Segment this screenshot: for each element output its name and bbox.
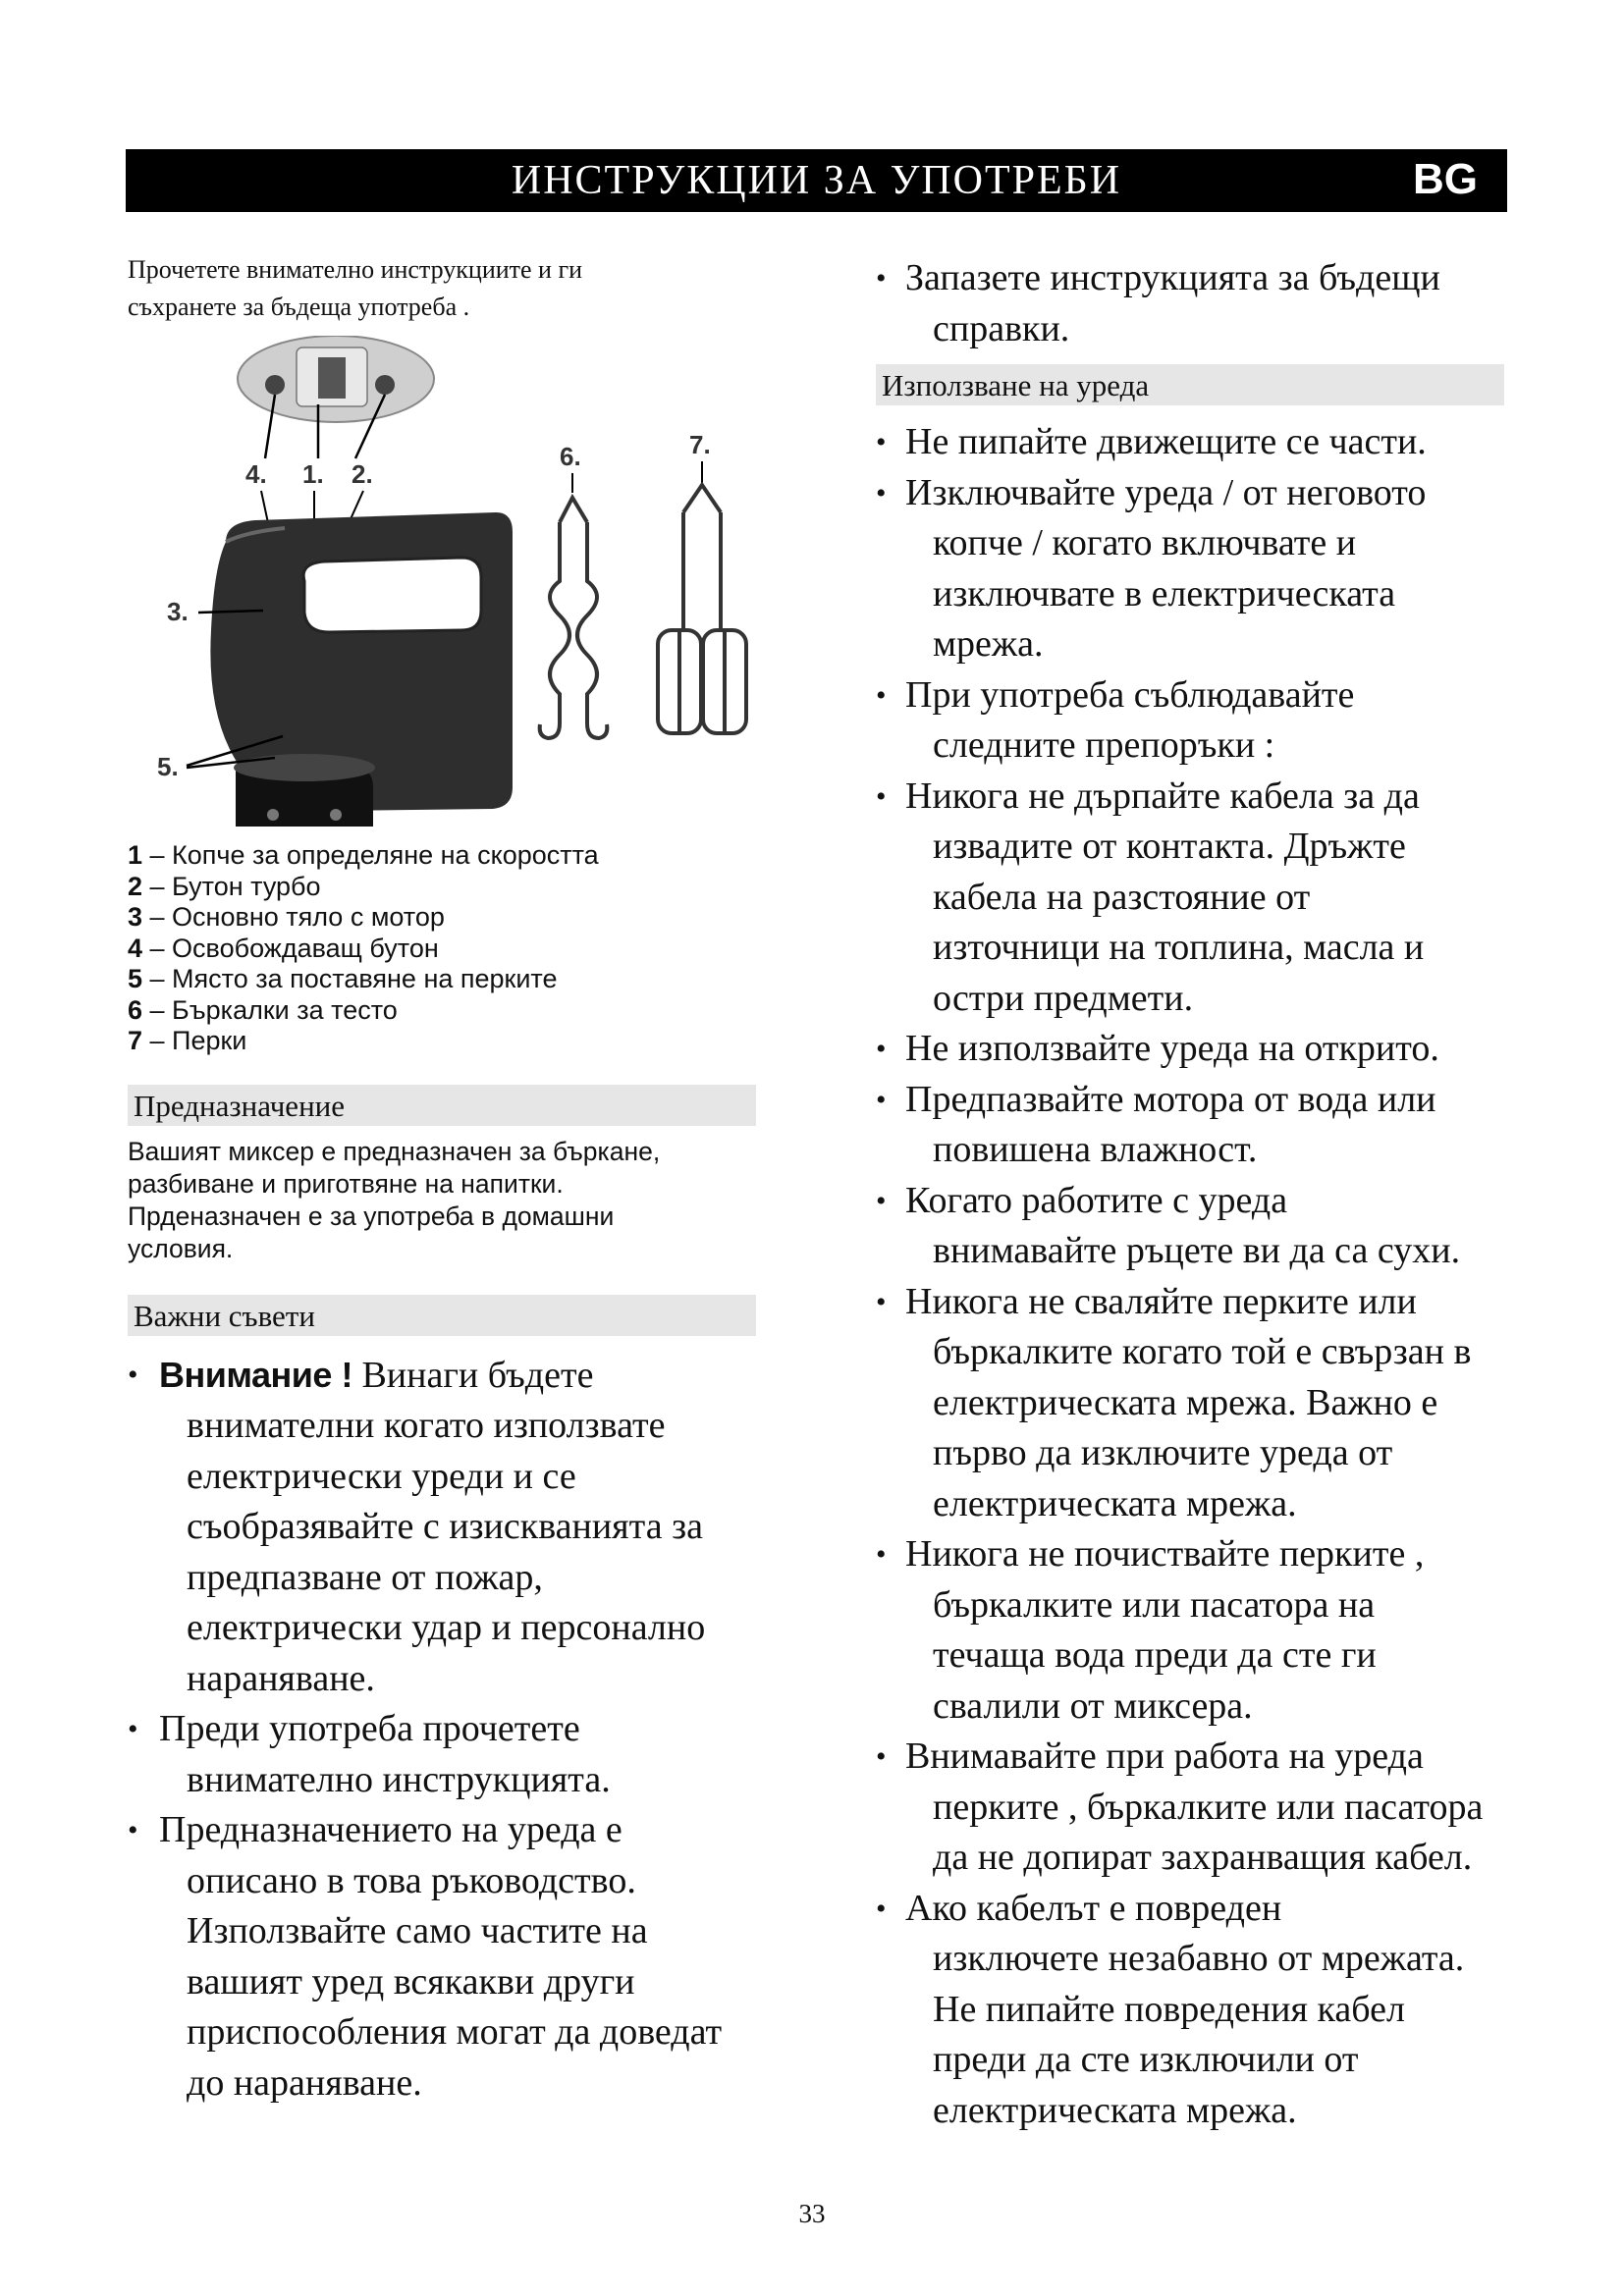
part-item [128,964,766,995]
tip-line: Винаги бъдете [352,1354,594,1396]
usage-line: Не пипайте повредения кабел [933,1988,1405,2030]
mixer-handle [303,558,481,632]
bullet: • [876,779,887,813]
usage-line: Никога не сваляйте перките или [905,1280,1417,1322]
usage-line: преди да сте изключили от [933,2039,1359,2080]
part-number: 7 [128,1026,143,1055]
list-item [876,417,1602,468]
tip-line: Предназначението на уреда е [159,1809,623,1850]
dough-hooks [540,498,608,738]
list-item [128,1704,766,1805]
tip-line: приспособления могат да доведат [187,2011,723,2053]
bullet: • [876,1538,887,1571]
usage-line: бъркалките или пасатора на [933,1583,1376,1626]
tip-line: електрически удар и персонално [187,1607,706,1648]
list-item [876,253,1602,354]
parts-list [128,840,766,1057]
tip-line: до нараняване. [187,2061,422,2104]
intro-text [128,251,766,326]
part-item [128,934,766,965]
bullet: • [876,426,887,458]
part-number: 1 [128,840,143,870]
bullet: • [128,1358,138,1391]
purpose-line: разбиване и приготвяне на напитки. [128,1168,564,1199]
page-title: ИНСТРУКЦИИ ЗА УПОТРЕБИ [511,158,1122,203]
usage-line: повишена влажност. [933,1129,1258,1170]
bullet: • [128,1814,138,1846]
header-bar [126,149,1507,212]
part-label: – Перки [142,1026,247,1055]
list-item [128,1350,766,1705]
list-item [876,670,1602,772]
part-item [128,872,766,903]
purpose-line: Прденазначен е за употреба в домашни [128,1201,615,1231]
list-item [128,1805,766,2109]
language-code: BG [1413,155,1478,203]
bullet: • [876,1740,887,1773]
part-number: 2 [128,871,143,901]
usage-line: мрежа. [933,623,1044,665]
usage-heading: Използване на уреда [876,364,1504,405]
tip-line: вашият уред всякакви други [187,1960,635,2002]
part-label: – Място за поставяне на перките [142,964,558,993]
usage-line: изключете незабавно от мрежата. [933,1938,1465,1979]
part-label: – Копче за определяне на скоростта [142,840,599,870]
callout-7: 7. [689,430,711,459]
callout-6: 6. [560,442,581,471]
turbo-button [375,375,395,395]
part-label: – Бутон турбо [142,871,321,901]
usage-line: Когато работите с уреда [905,1179,1288,1221]
tip-line: Преди употреба прочетете [159,1708,580,1749]
usage-line: Внимавайте при работа на уреда [905,1735,1424,1777]
bullet: • [876,476,887,509]
usage-line: свалили от миксера. [933,1684,1253,1727]
part-label: – Бъркалки за тесто [142,994,398,1025]
usage-line: остри предмети. [933,977,1194,1019]
left-column [128,251,766,2109]
part-number: 3 [128,902,143,932]
usage-line: извадите от контакта. Дръжте [933,826,1406,867]
list-item [876,1884,1602,2137]
usage-line: Не използвайте уреда на открито. [905,1028,1439,1069]
part-item [128,1026,766,1057]
usage-line: копче / когато включвате и [933,522,1357,563]
part-number: 5 [128,964,143,993]
list-item [876,1176,1602,1277]
mixer-figure [128,336,766,827]
usage-line: Никога не дърпайте кабела за да [905,774,1420,817]
tips-heading: Важни съвети [128,1295,756,1336]
page-number: 33 [798,2199,826,2228]
bullet: • [876,1285,887,1318]
bullet: • [876,1184,887,1217]
usage-line: електрическата мрежа. [933,2089,1297,2131]
tip-line: внимателни когато използвате [187,1405,666,1446]
usage-line: перките , бъркалките или пасатора [933,1786,1484,1828]
purpose-line: Вашият миксер е предназначен за бъркане, [128,1136,661,1166]
usage-line: електрическата мрежа. Важно е [933,1381,1438,1423]
purpose-text [128,1136,766,1265]
tip-line: внимателно инструкцията. [187,1758,611,1800]
part-number: 6 [128,994,143,1025]
usage-line: изключвате в електрическата [933,572,1396,614]
release-button [265,375,285,395]
right-column [876,253,1602,2136]
callout-4: 4. [245,459,267,489]
usage-line: следните препоръки : [933,724,1275,766]
usage-line: течаща вода преди да сте ги [933,1634,1377,1676]
list-item [876,1075,1602,1176]
usage-line: Не пипайте движещите се части. [905,421,1427,462]
purpose-heading: Предназначение [128,1085,756,1126]
bullet: • [876,262,887,294]
tips-list [128,1350,766,2109]
list-item [876,1732,1602,1884]
callout-3: 3. [167,597,189,626]
tip-line: Използвайте само частите на [187,1910,648,1951]
tip-line: предпазване от пожар, [187,1556,543,1598]
usage-line: При употреба съблюдавайте [905,673,1355,716]
usage-line: Ако кабелът е повреден [905,1887,1282,1929]
usage-line: да не допират захранващия кабел. [933,1837,1473,1878]
keep-list [876,253,1602,354]
usage-line: Никога не почиствайте перките , [905,1533,1425,1575]
callout-1: 1. [302,459,324,489]
mixer-illustration [128,336,766,827]
tip-line: електрически уреди и се [187,1455,576,1497]
purpose-line: условия. [128,1233,234,1263]
callout-2: 2. [352,459,373,489]
list-item [876,1277,1602,1530]
part-item [128,902,766,934]
warning-label: Внимание ! [159,1354,352,1395]
part-item [128,995,766,1027]
tip-line: нараняване. [187,1657,375,1699]
keep-line: Запазете инструкцията за бъдещи [905,257,1440,298]
bullet: • [128,1713,138,1745]
usage-line: електрическата мрежа. [933,1482,1297,1524]
usage-line: кабела на разстояние от [933,876,1311,918]
tip-line: описано в това ръководство. [187,1859,636,1901]
bullet: • [876,1083,887,1116]
usage-line: Изключвайте уреда / от неговото [905,471,1427,513]
callout-5: 5. [157,752,179,781]
usage-line: първо да изключите уреда от [933,1432,1393,1473]
intro-line: Прочетете внимателно инструкциите и ги [128,255,583,284]
list-item [876,468,1602,670]
part-number: 4 [128,933,143,963]
tip-line: съобразявайте с изискванията за [187,1506,703,1547]
list-item [876,1529,1602,1732]
bullet: • [876,1892,887,1925]
usage-line: внимавайте ръцете ви да са сухи. [933,1230,1461,1271]
usage-list [876,417,1602,2136]
keep-line: справки. [933,307,1070,349]
beaters [658,485,746,733]
part-label: – Освобождаващ бутон [142,933,439,963]
usage-line: бъркалките когато той е свързан в [933,1331,1472,1372]
speed-slider [318,357,346,399]
list-item [876,772,1602,1025]
socket-top [234,754,375,781]
list-item [876,1024,1602,1075]
intro-line: съхранете за бъдеща употреба . [128,293,470,321]
socket-hole [267,809,279,821]
part-label: – Основно тяло с мотор [142,902,445,932]
usage-line: Предпазвайте мотора от вода или [905,1078,1436,1120]
part-item [128,840,766,872]
socket-hole [330,809,342,821]
bullet: • [876,678,887,712]
usage-line: източници на топлина, масла и [933,927,1425,968]
bullet: • [876,1033,887,1065]
